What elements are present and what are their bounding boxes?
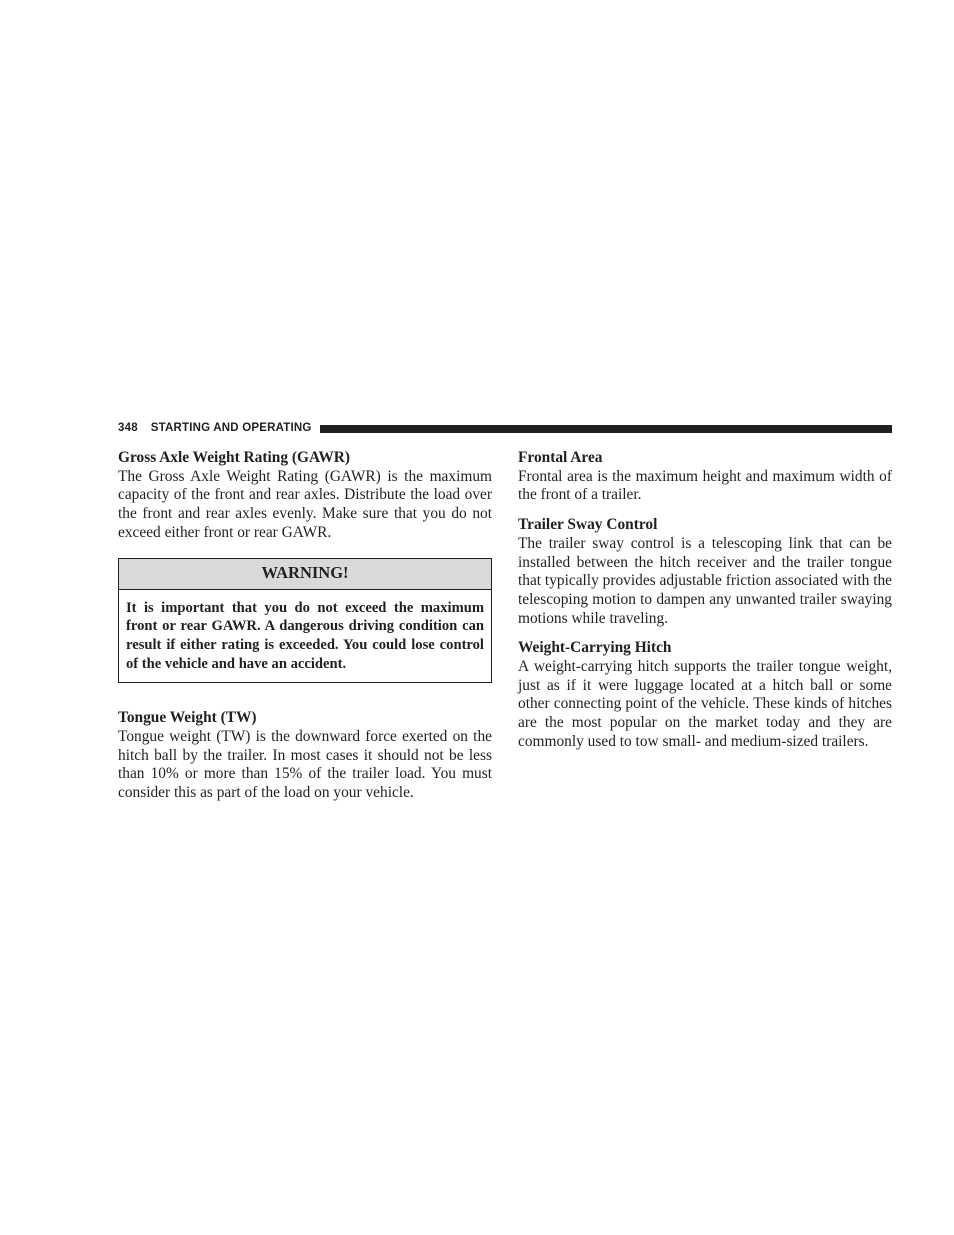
warning-box — [118, 558, 492, 684]
section-title: STARTING AND OPERATING — [150, 422, 312, 434]
sway-control-heading: Trailer Sway Control — [518, 516, 658, 534]
tongue-weight-body: Tongue weight (TW) is the downward force exerted on the hitch ball by the trailer. In most cases it should not be less than 10% or more than 15% of the trailer load. You must consider this as part of the load on your vehicle. — [118, 728, 492, 802]
weight-carrying-hitch-body: A weight-carrying hitch supports the trailer tongue weight, just as if it were luggage located at a hitch ball or some other connecting point of the vehicle. These kinds of hitches are the most popular on the market today and they are commonly used to tow small- and medium-sized trailers. — [518, 658, 892, 750]
sway-control-body: The trailer sway control is a telescoping link that can be installed between the hitch receiver and the trailer tongue that typically provides adjustable friction associated with the telescoping motion to dampen any unwanted trailer swaying motions while traveling. — [518, 534, 892, 627]
header-rule — [320, 425, 892, 433]
right-column — [518, 447, 892, 752]
sway-control-section — [518, 514, 892, 628]
warning-title: WARNING! — [119, 559, 491, 590]
gawr-section — [118, 447, 492, 543]
left-column — [118, 447, 492, 803]
weight-carrying-hitch-section — [518, 637, 892, 751]
frontal-area-body: Frontal area is the maximum height and maximum width of the front of a trailer. — [518, 467, 892, 504]
page-number: 348 — [118, 422, 138, 434]
frontal-area-heading: Frontal Area — [518, 449, 603, 466]
page-header — [118, 420, 892, 436]
frontal-area-section — [518, 447, 892, 505]
tongue-weight-heading: Tongue Weight (TW) — [118, 709, 257, 727]
gawr-body: The Gross Axle Weight Rating (GAWR) is the maximum capacity of the front and rear axles. Distribute the load over the front and rear axles evenly. Make sure that you do not exceed either front or rear GAWR. — [118, 467, 492, 541]
gawr-heading: Gross Axle Weight Rating (GAWR) — [118, 449, 351, 466]
weight-carrying-hitch-heading: Weight-Carrying Hitch — [518, 639, 672, 657]
warning-body: It is important that you do not exceed the maximum front or rear GAWR. A dangerous driving condition can result if either rating is exceeded. You could lose control of the vehicle and have an accident. — [126, 599, 484, 672]
tongue-weight-section — [118, 707, 492, 803]
